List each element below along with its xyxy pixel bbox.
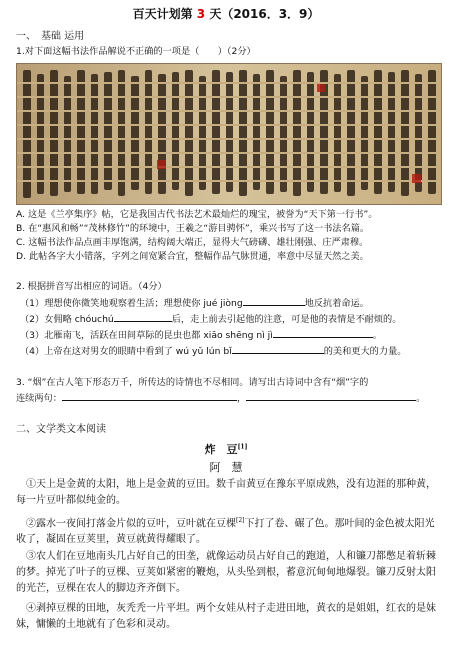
q3-line1: 3. “烟”在古人笔下形态万千，所传达的诗情也不尽相同。请写出古诗词中含有“烟”字的 [16, 377, 369, 388]
q3-answer-blank-2[interactable] [246, 391, 416, 401]
essay-author: 阿 慧 [209, 461, 243, 474]
section2-heading: 二、文学类文本阅读 [16, 424, 106, 435]
q2-item-1-blank[interactable] [243, 296, 305, 306]
essay-paragraph-4: ④剥掉豆棵的田地，灰秃秃一片平坦。两个女娃从村子走进田地，黄衣的是姐姐，红衣的是妹妹，慵懒的土地就有了色彩和灵动。 [16, 603, 436, 630]
q2-item-3-post: 。 [372, 330, 382, 341]
essay-title [0, 441, 452, 457]
q1-option-c: C. 这幅书法作品点画丰厚饱满，结构阔大端正，显得大气磅礴、雄壮刚强、庄严肃穆。 [16, 237, 369, 248]
calligraphy-artwork-svg [17, 64, 441, 204]
calligraphy-image [16, 63, 442, 205]
q2-item-3-blank[interactable] [273, 328, 373, 338]
q2-stem: 2. 根据拼音写出相应的词语。（4分） [16, 281, 167, 292]
q1-option-b: B. 在“惠风和畅”“茂林修竹”的环境中，王羲之“游目骋怀”，乘兴书写了这一书法名篇。 [16, 223, 370, 234]
essay-title-text: 炸 豆 [204, 443, 238, 456]
q2-item-4-pre: （4）上帝在这对男女的眼睛中看到了 wú yǔ lún bǐ [20, 346, 232, 357]
q2-item-1 [20, 296, 369, 310]
q1-option-a: A. 这是《兰亭集序》帖，它是我国古代书法艺术最灿烂的瑰宝，被誉为“天下第一行书”。 [16, 209, 378, 220]
essay-paragraph-2 [16, 513, 440, 548]
q2-item-1-pre: （1）理想使你微笑地观察着生活；理想使你 jué jiòng [20, 298, 243, 309]
title-day-number: 3 [196, 7, 206, 21]
q3-line2-pre: 连续两句： [16, 393, 62, 404]
q1-option-d: D. 此帖各字大小错落，字列之间宽紧合宜，整幅作品气脉贯通，率意中尽显天然之美。 [16, 251, 369, 262]
title-suffix: 天（2016．3．9） [209, 7, 320, 21]
q3-line2-mid: ， [236, 393, 247, 404]
essay-paragraph-2-b: 下打了卷、碾了色。那叶间的金色被太阳光收了，凝固在豆荚里，黄豆就黄得耀眼了。 [16, 518, 435, 546]
essay-paragraph-3: ③农人们在豆地南头几占好自己的田垄，就像运动员占好自己的跑道，人和镰刀都憋足着斩棘的梦。掉光了叶子的豆棵、豆荚如紧密的鞭炮，从头坠到根，蓄意沉甸甸地爆裂。镰刀反射太阳的光芒，豆棵在农人的脚边齐齐倒下。 [16, 551, 436, 594]
q2-item-3-pre: （3）北雁南飞，活跃在田间草际的昆虫也都 xiāo shēng nì jì [20, 330, 273, 341]
q2-item-1-post: 地反抗着命运。 [304, 298, 369, 309]
q2-item-3 [20, 328, 382, 342]
q2-item-2-post: 后，走上前去引起他的注意，可是他的表情是不耐烦的。 [171, 314, 402, 325]
q2-item-4-post: 的美和更大的力量。 [323, 346, 407, 357]
q2-item-4-blank[interactable] [232, 344, 324, 354]
q3-line2 [16, 391, 425, 405]
q2-item-4 [20, 344, 406, 358]
essay-paragraph-2-a: ②露水一夜间打落金片似的豆叶，豆叶就在豆棵 [26, 518, 236, 530]
title-prefix: 百天计划第 [132, 7, 193, 21]
essay-paragraph-1: ①天上是金黄的太阳，地上是金黄的豆田。数千亩黄豆在豫东平原成熟，没有边涯的那种黄，每一片豆叶都似纯金的。 [16, 479, 436, 506]
q1-stem: 1.对下面这幅书法作品解说不正确的一项是（ ）（2分） [16, 46, 256, 57]
section1-heading: 一、 基础 运用 [16, 31, 85, 42]
essay-title-footnote: [1] [237, 443, 248, 451]
essay-paragraph-2-footnote: [2] [236, 517, 245, 524]
page-title [0, 6, 452, 22]
q2-item-2-pre: （2）女佣略 chóuchú [20, 314, 114, 325]
q3-line2-end: 。 [416, 393, 426, 404]
q3-answer-blank-1[interactable] [62, 391, 237, 401]
q2-item-2-blank[interactable] [114, 312, 172, 322]
q2-item-2 [20, 312, 401, 326]
